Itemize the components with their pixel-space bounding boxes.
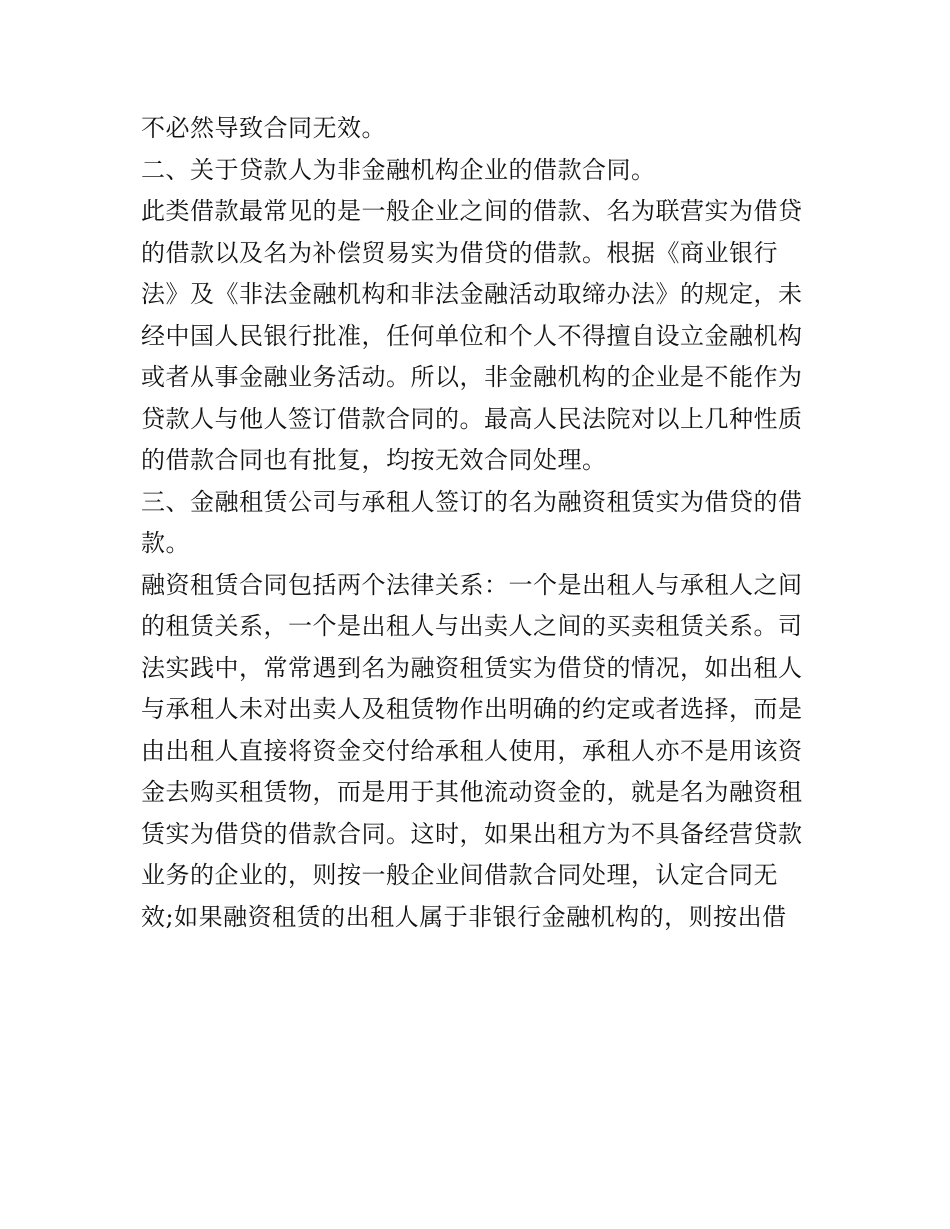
text-line: 法》及《非法金融机构和非法金融活动取缔办法》的规定，未	[141, 280, 803, 308]
document-body	[141, 108, 811, 938]
text-line: 贷款人与他人签订借款合同的。最高人民法院对以上几种性质	[141, 404, 803, 433]
text-line: 或者从事金融业务活动。所以，非金融机构的企业是不能作为	[141, 363, 803, 391]
text-line: 此类借款最常见的是一般企业之间的借款、名为联营实为借贷	[141, 197, 803, 225]
text-line: 与承租人未对出卖人及租赁物作出明确的约定或者选择，而是	[141, 695, 803, 723]
text-line: 法实践中，常常遇到名为融资租赁实为借贷的情况，如出租人	[141, 653, 803, 682]
section-heading: 二、关于贷款人为非金融机构企业的借款合同。	[141, 155, 656, 184]
text-line: 经中国人民银行批准，任何单位和个人不得擅自设立金融机构	[141, 321, 803, 350]
text-line: 赁实为借贷的借款合同。这时，如果出租方为不具备经营贷款	[141, 819, 803, 848]
text-line: 融资租赁合同包括两个法律关系：一个是出租人与承租人之间	[141, 570, 803, 599]
text-line: 的租赁关系，一个是出租人与出卖人之间的买卖租赁关系。司	[141, 612, 803, 640]
section-heading: 三、金融租赁公司与承租人签订的名为融资租赁实为借贷的借	[141, 487, 803, 516]
text-line: 金去购买租赁物，而是用于其他流动资金的，就是名为融资租	[141, 778, 803, 806]
text-line: 不必然导致合同无效。	[141, 114, 386, 142]
text-line: 的借款以及名为补偿贸易实为借贷的借款。根据《商业银行	[141, 238, 778, 267]
text-line: 业务的企业的，则按一般企业间借款合同处理，认定合同无	[141, 861, 778, 889]
section-heading-continued: 款。	[141, 529, 190, 557]
text-line: 效;如果融资租赁的出租人属于非银行金融机构的，则按出借	[141, 902, 787, 931]
text-line: 的借款合同也有批复，均按无效合同处理。	[141, 446, 607, 474]
text-line: 由出租人直接将资金交付给承租人使用，承租人亦不是用该资	[141, 736, 803, 765]
